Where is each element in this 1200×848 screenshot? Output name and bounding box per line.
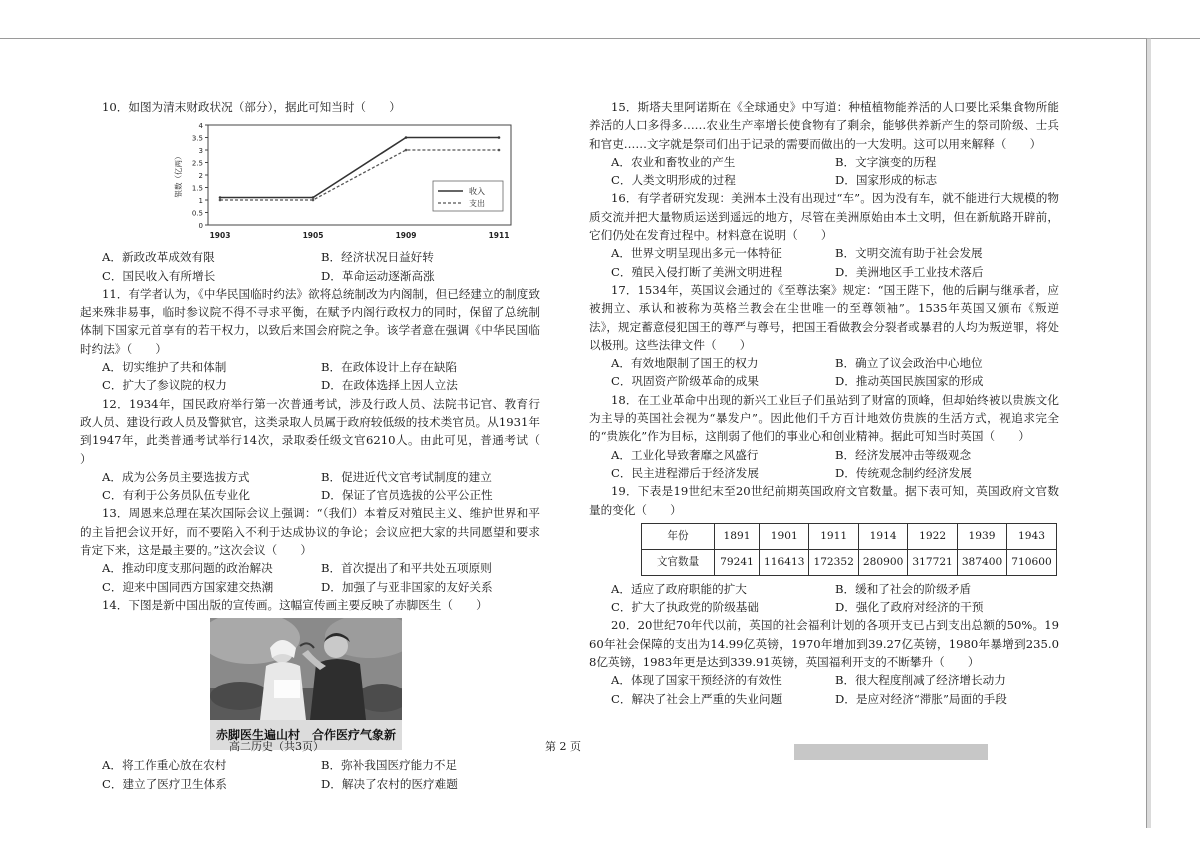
x-tick-label: 1911 — [488, 231, 510, 241]
q12-option-c[interactable]: C．有利于公务员队伍专业化 — [102, 488, 250, 503]
q19-stem: 19．下表是19世纪末至20世纪前期英国政府文官数量。据下表可知，英国政府文官数量的变化（ ） — [589, 484, 1059, 517]
q15-option-c[interactable]: C．人类文明形成的过程 — [611, 173, 736, 188]
q20-option-c[interactable]: C．解决了社会上严重的失业问题 — [611, 691, 783, 706]
civil-servant-table — [641, 523, 1057, 576]
q17-option-b[interactable]: B．确立了议会政治中心地位 — [835, 356, 983, 371]
legend-label: 收入 — [469, 187, 485, 197]
data-point — [312, 199, 315, 202]
q15-stem: 15．斯塔夫里阿诺斯在《全球通史》中写道：种植植物能养活的人口要比采集食物所能养活的人口多得多……农业生产率增长使食物有了剩余，能够供养新产生的祭司阶级、士兵和官吏……文字就是祭司们出于记录的需要而做出的一大发明。这可以用来解释（ ） — [589, 100, 1059, 151]
y-axis-label: 银数（亿两） — [174, 152, 183, 198]
right-column — [589, 98, 1059, 708]
q16-option-a[interactable]: A．世界文明呈现出多元一体特征 — [611, 246, 782, 261]
q13-option-b[interactable]: B．首次提出了和平共处五项原则 — [321, 561, 492, 576]
y-tick-label: 2.5 — [191, 159, 203, 168]
table-count-cell: 387400 — [957, 549, 1006, 575]
q19-option-a[interactable]: A．适应了政府职能的扩大 — [611, 581, 747, 596]
q10-options — [80, 248, 540, 285]
page-right-edge — [1146, 38, 1147, 828]
q19-option-d[interactable]: D．强化了政府对经济的干预 — [835, 600, 984, 615]
q17-option-d[interactable]: D．推动英国民族国家的形成 — [835, 374, 984, 389]
table-year-cell: 1939 — [957, 523, 1006, 549]
q19-options — [589, 580, 1059, 617]
q17-options — [589, 354, 1059, 391]
table-count-cell: 280900 — [858, 549, 907, 575]
q10-option-a[interactable]: A．新政改革成效有限 — [102, 250, 215, 265]
table-row-years — [642, 523, 1057, 549]
table-header-year: 年份 — [642, 523, 715, 549]
poster-illustration — [210, 618, 402, 720]
footer-left-page-info: 高二历史（共3页） — [229, 740, 324, 753]
q18-option-a[interactable]: A．工业化导致奢靡之风盛行 — [611, 447, 759, 462]
q14-option-b[interactable]: B．弥补我国医疗能力不足 — [321, 758, 458, 773]
q20-options — [589, 671, 1059, 708]
q14-options — [80, 756, 540, 793]
data-point — [405, 149, 408, 152]
table-count-cell: 172352 — [809, 549, 858, 575]
q17-option-a[interactable]: A．有效地限制了国王的权力 — [611, 356, 759, 371]
q16-option-c[interactable]: C．殖民入侵打断了美洲文明进程 — [611, 264, 783, 279]
q14-stem: 14．下图是新中国出版的宣传画。这幅宣传画主要反映了赤脚医生（ ） — [102, 597, 488, 612]
q10-stem: 10．如图为清末财政状况（部分），据此可知当时（ ） — [102, 100, 401, 114]
q13-options — [80, 559, 540, 596]
x-tick-label: 1909 — [395, 231, 417, 241]
legend-label: 支出 — [469, 199, 485, 209]
q12-options — [80, 468, 540, 505]
table-count-cell: 710600 — [1007, 549, 1056, 575]
table-year-cell: 1922 — [908, 523, 957, 549]
x-tick-label: 1903 — [209, 231, 231, 241]
y-tick-label: 0.5 — [191, 209, 203, 218]
q20-stem: 20．20世纪70年代以前，英国的社会福利计划的各项开支已占到支出总额的50%。1960年社会保障的支出为14.99亿英镑，1970年增加到39.27亿英镑，1980年暴增到235.08亿英镑，1983年更是达到339.91英镑，英国福利开支的不断攀升（ ） — [589, 618, 1059, 670]
q11-stem: 11．有学者认为，《中华民国临时约法》欲将总统制改为内阁制，但已经建立的制度致起来殊非易事，临时参议院不得不寻求平衡，在赋予内阁行政权力的同时，保留了总统制体制下国家元首享有的若干权力，以致后来国会府院之争。该学者意在强调《中华民国临时约法》（ ） — [80, 286, 540, 356]
q15-option-b[interactable]: B．文字演变的历程 — [835, 154, 937, 169]
y-tick-label: 0 — [198, 222, 203, 231]
table-year-cell: 1943 — [1007, 523, 1056, 549]
q17-stem: 17．1534年，英国议会通过的《至尊法案》规定：“国王陛下，他的后嗣与继承者，应被拥立、承认和被称为英格兰教会在尘世唯一的至尊领袖”。1535年英国又颁布《叛逆法》，规定蓄意侵犯国王的尊严与尊号，把国王看做教会分裂者或暴君的人均为叛逆罪，将处以极刑。这些法律文件（ ） — [589, 282, 1059, 352]
q16-options — [589, 244, 1059, 281]
y-tick-label: 4 — [198, 122, 203, 131]
q19-option-c[interactable]: C．扩大了执政党的阶级基础 — [611, 600, 759, 615]
q18-option-c[interactable]: C．民主进程滞后于经济发展 — [611, 465, 759, 480]
q17-option-c[interactable]: C．巩固资产阶级革命的成果 — [611, 374, 759, 389]
table-row-counts — [642, 549, 1057, 575]
q16-stem: 16．有学者研究发现：美洲本土没有出现过“车”。因为没有车，就不能进行大规模的物质交流并把大量物质运送到遥远的地方，尽管在美洲原始由本土文明，但在新航路开辟前，它们仍处在发育过程中。材料意在说明（ ） — [589, 191, 1059, 243]
q18-option-b[interactable]: B．经济发展冲击等级观念 — [835, 447, 972, 462]
q20-option-d[interactable]: D．是应对经济“滞胀”局面的手段 — [835, 691, 1007, 706]
q11-option-a[interactable]: A．切实维护了共和体制 — [102, 360, 227, 375]
q15-options — [589, 153, 1059, 190]
q20-option-b[interactable]: B．很大程度削减了经济增长动力 — [835, 673, 1006, 688]
q11-option-c[interactable]: C．扩大了参议院的权力 — [102, 378, 227, 393]
barefoot-doctor-poster — [210, 618, 402, 750]
data-point — [219, 199, 222, 202]
q16-option-b[interactable]: B．文明交流有助于社会发展 — [835, 246, 983, 261]
q16-option-d[interactable]: D．美洲地区手工业技术落后 — [835, 264, 984, 279]
table-year-cell: 1891 — [715, 523, 760, 549]
q20-option-a[interactable]: A．体现了国家干预经济的有效性 — [611, 673, 782, 688]
table-row-label: 文官数量 — [642, 549, 715, 575]
legend-box — [433, 181, 503, 211]
table-count-cell: 116413 — [760, 549, 809, 575]
q13-stem: 13．周恩来总理在某次国际会议上强调：“（我们）本着反对殖民主义、维护世界和平的主旨把会议开好，而不要陷入不利于达成协议的争论；会议应把大家的共同愿望和要求肯定下来，这是最主要的。”这次会议（ ） — [80, 506, 540, 558]
q13-option-d[interactable]: D．加强了与亚非国家的友好关系 — [321, 579, 493, 594]
table-count-cell: 79241 — [715, 549, 760, 575]
y-tick-label: 2 — [198, 172, 203, 181]
q15-option-d[interactable]: D．国家形成的标志 — [835, 173, 938, 188]
table-count-cell: 317721 — [908, 549, 957, 575]
q12-option-d[interactable]: D．保证了官员选拔的公平公正性 — [321, 488, 493, 503]
q18-stem: 18．在工业革命中出现的新兴工业巨子们虽站到了财富的顶峰，但却始终被以贵族文化为主导的英国社会视为“暴发户”。因此他们千方百计地效仿贵族的生活方式，视追求完全的“贵族化”作为目标，这削弱了他们的事业心和创业精神。据此可知当时英国（ ） — [589, 392, 1059, 444]
q11-option-d[interactable]: D．在政体选择上因人立法 — [321, 378, 458, 393]
q12-stem: 12．1934年，国民政府举行第一次普通考试，涉及行政人员、法院书记官、教育行政人员、建设行政人员及警狱官，这类录取人员属于政府较低级的技术类官员。从1931年到1947年，此类普通考试举行14次，录取委任级文官6210人。由此可见，普通考试（ ） — [80, 396, 564, 466]
q10-option-d[interactable]: D．革命运动逐渐高涨 — [321, 268, 435, 283]
q14-option-c[interactable]: C．建立了医疗卫生体系 — [102, 776, 227, 791]
data-point — [312, 196, 315, 199]
y-tick-label: 3 — [198, 147, 203, 156]
page-top-edge — [0, 38, 1200, 39]
y-tick-label: 1.5 — [191, 184, 203, 193]
data-point — [498, 149, 501, 152]
q11-option-b[interactable]: B．在政体设计上存在缺陷 — [321, 360, 458, 375]
q18-option-d[interactable]: D．传统观念制约经济发展 — [835, 465, 972, 480]
data-point — [219, 196, 222, 199]
finance-line-chart — [172, 119, 517, 243]
q19-option-b[interactable]: B．缓和了社会的阶级矛盾 — [835, 581, 972, 596]
y-tick-label: 3.5 — [191, 134, 203, 143]
finance-chart — [172, 119, 517, 243]
footer-page-number: 第 2 页 — [545, 740, 581, 753]
q15-option-a[interactable]: A．农业和畜牧业的产生 — [611, 154, 736, 169]
q18-options — [589, 446, 1059, 483]
table-year-cell: 1901 — [760, 523, 809, 549]
y-tick-label: 1 — [198, 197, 203, 206]
q10-option-b[interactable]: B．经济状况日益好转 — [321, 250, 434, 265]
data-point — [498, 136, 501, 139]
table-year-cell: 1914 — [858, 523, 907, 549]
q12-option-b[interactable]: B．促进近代文官考试制度的建立 — [321, 469, 492, 484]
q14-option-a[interactable]: A．将工作重心放在农村 — [102, 758, 227, 773]
q12-option-a[interactable]: A．成为公务员主要选拔方式 — [102, 469, 250, 484]
redaction-block — [794, 744, 988, 760]
x-tick-label: 1905 — [302, 231, 324, 241]
q13-option-a[interactable]: A．推动印度支那问题的政治解决 — [102, 561, 273, 576]
data-point — [405, 136, 408, 139]
q14-option-d[interactable]: D．解决了农村的医疗难题 — [321, 776, 458, 791]
table-year-cell: 1911 — [809, 523, 858, 549]
poster-caption: 赤脚医生遍山村 合作医疗气象新 — [210, 720, 402, 750]
q11-options — [80, 358, 540, 395]
q10-option-c[interactable]: C．国民收入有所增长 — [102, 268, 216, 283]
q13-option-c[interactable]: C．迎来中国同西方国家建交热潮 — [102, 579, 274, 594]
